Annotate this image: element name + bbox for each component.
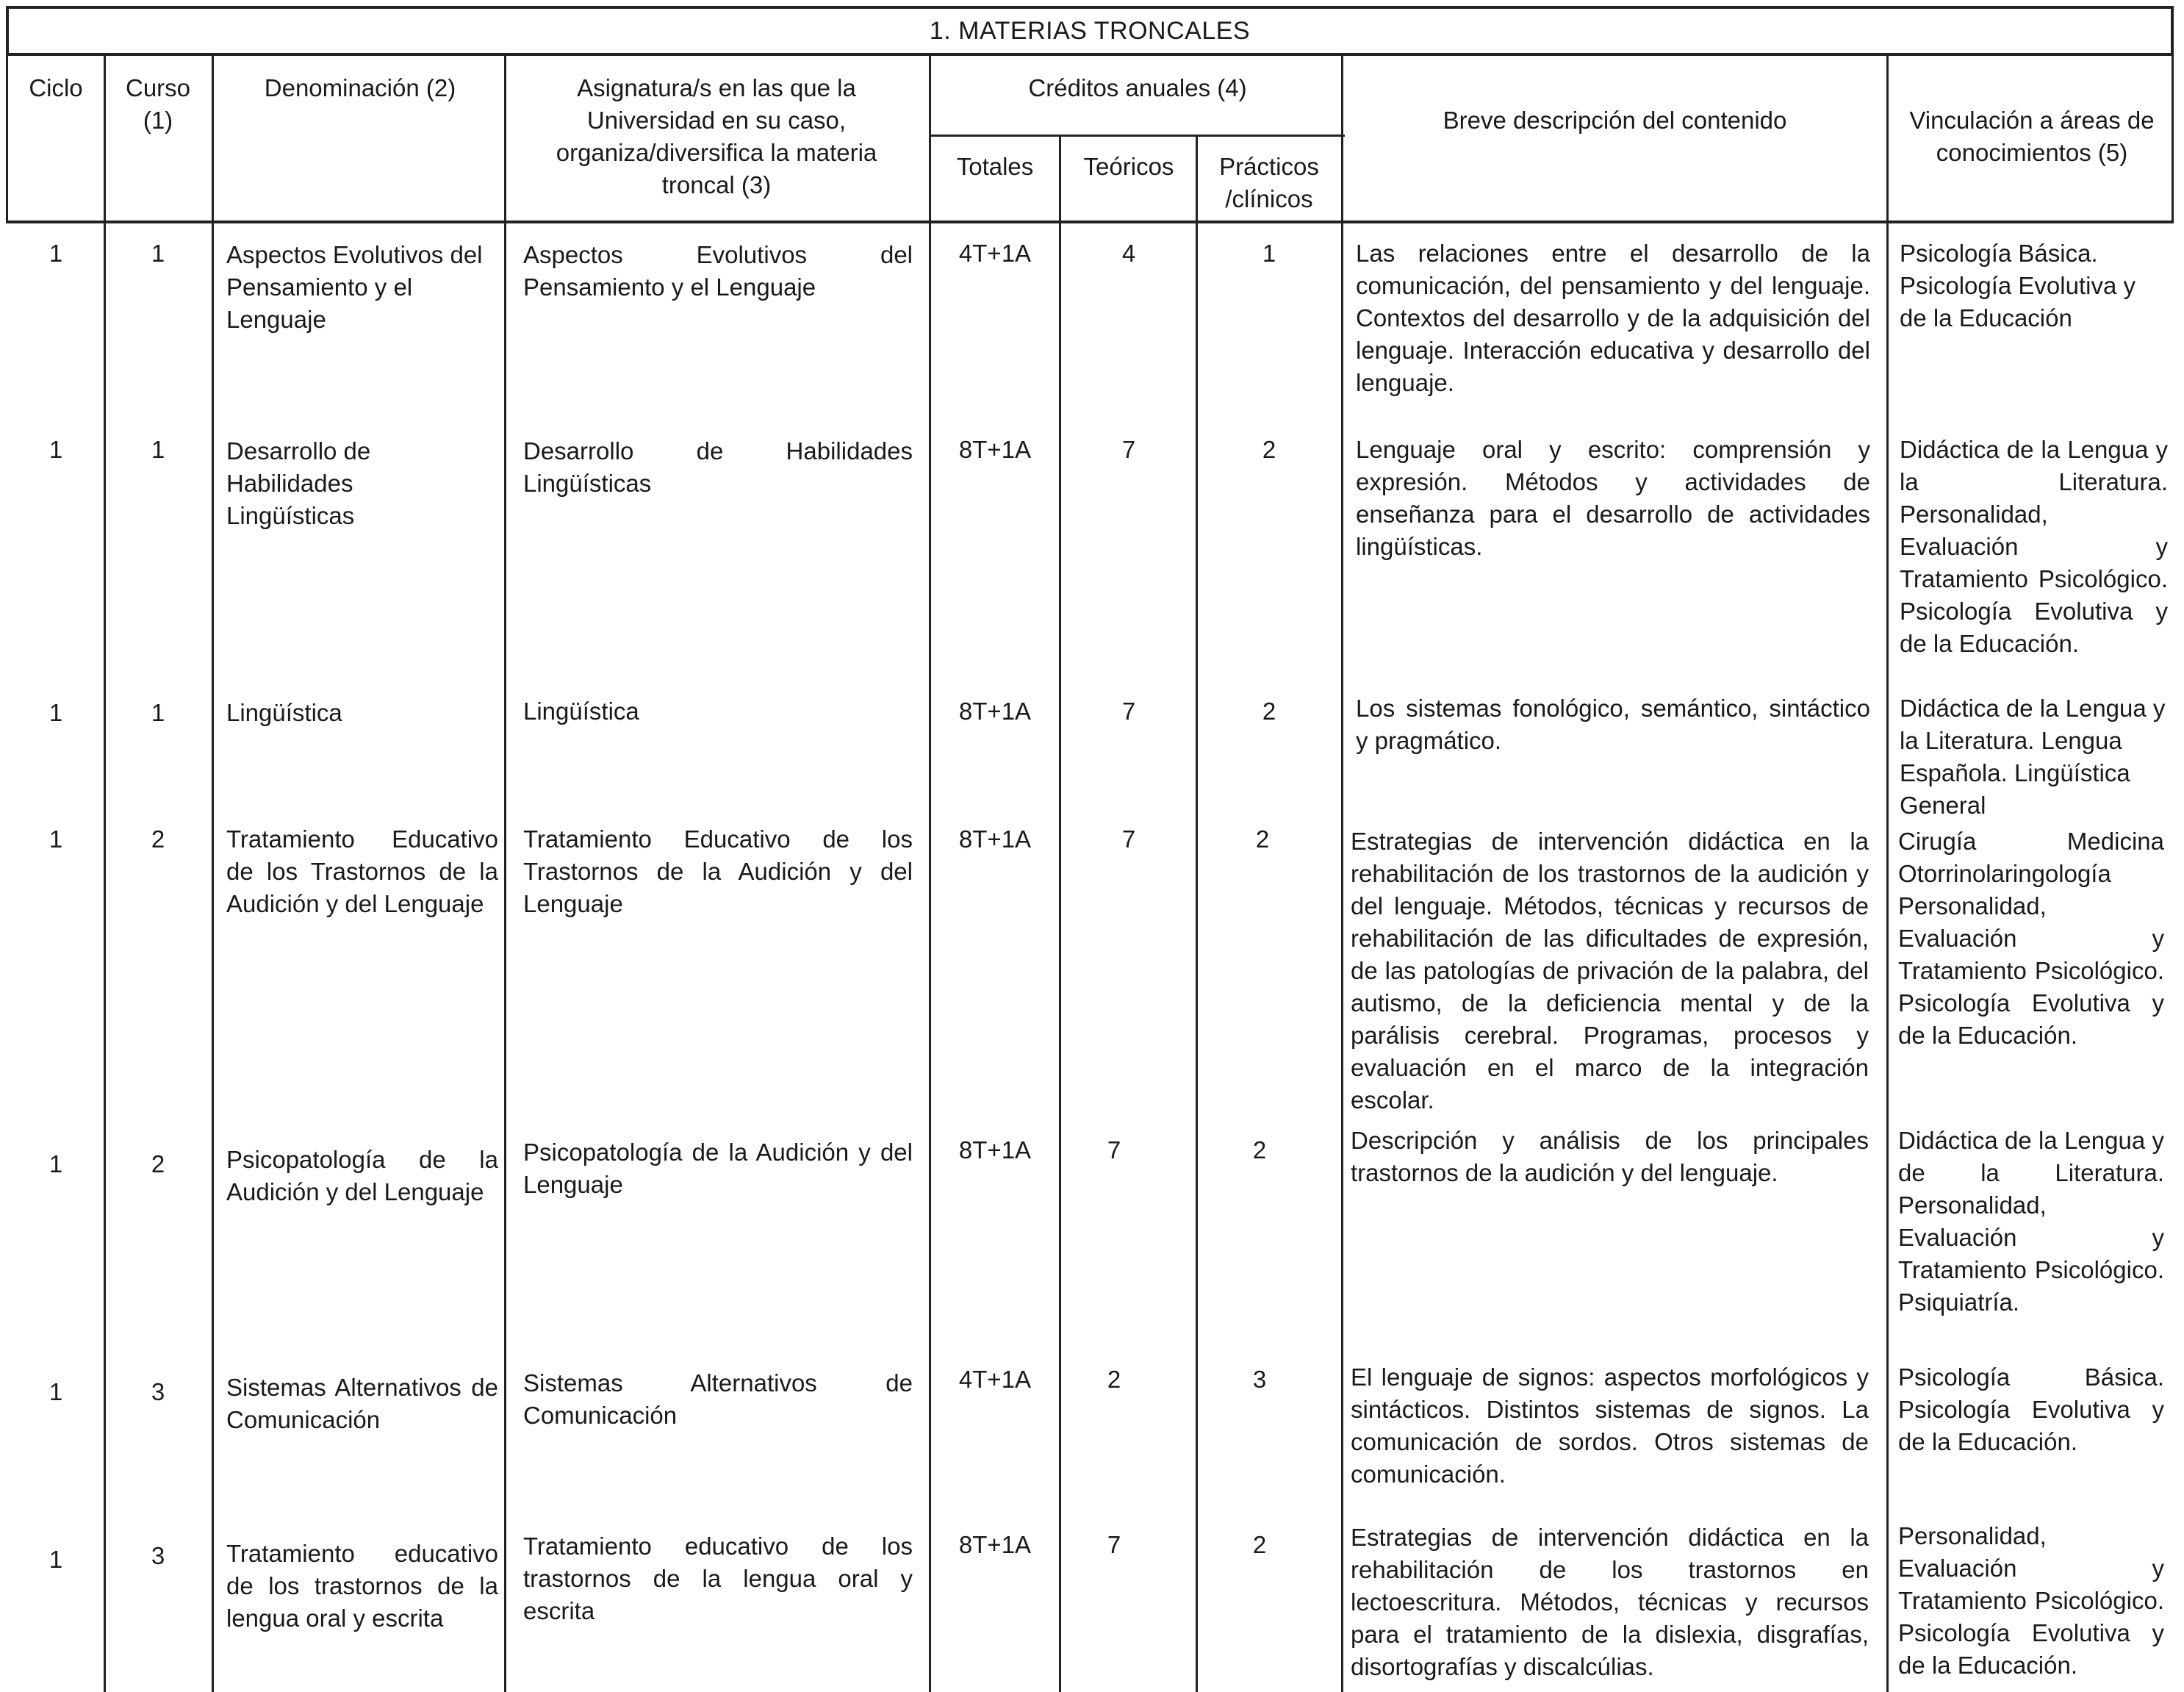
row-4-teoricos: 7 bbox=[1121, 825, 1136, 853]
row-2-descripcion: Lenguaje oral y escrito: comprensión y expresión. Métodos y actividades de enseñanza para el desarrollo de actividades lingüísticas. bbox=[1356, 436, 1870, 560]
col-sep-3 bbox=[504, 56, 506, 1692]
row-5-ciclo: 1 bbox=[49, 1150, 63, 1177]
col-sep-4 bbox=[929, 56, 931, 1692]
row-6-descripcion: El lenguaje de signos: aspectos morfológicos y sintácticos. Distintos sistemas de signos. La comunicación de sordos. Otros sistemas de comunicación. bbox=[1351, 1363, 1869, 1488]
row-5-vinculacion: Didáctica de la Lengua y de la Literatura. Personalidad, Evaluación y Tratamiento Psicológico. Psiquiatría. bbox=[1898, 1127, 2164, 1316]
row-5-teoricos: 7 bbox=[1107, 1136, 1121, 1164]
row-7-ciclo: 1 bbox=[49, 1546, 63, 1573]
row-1-descripcion: Las relaciones entre el desarrollo de la comunicación, del pensamiento y del lenguaje. Contextos del desarrollo y de la adquisición del lenguaje. Interacción educativa y desarrollo del lenguaje. bbox=[1356, 240, 1870, 396]
row-2-curso: 1 bbox=[151, 436, 165, 463]
row-6-practicos: 3 bbox=[1252, 1366, 1267, 1393]
creditos-sub-rule bbox=[930, 135, 1345, 137]
row-2-ciclo: 1 bbox=[49, 436, 63, 463]
row-4-practicos: 2 bbox=[1255, 825, 1270, 853]
row-2-vinculacion: Didáctica de la Lengua y la Literatura. Personalidad, Evaluación y Tratamiento Psicológico. Psicología Evolutiva y de la Educación. bbox=[1900, 436, 2168, 657]
row-7-asignatura: Tratamiento educativo de los trastornos de la lengua oral y escrita bbox=[523, 1533, 913, 1624]
row-5-denominacion: Psicopatología de la Audición y del Lenguaje bbox=[226, 1146, 498, 1205]
row-1-teoricos: 4 bbox=[1121, 240, 1136, 267]
header-creditos: Créditos anuales (4) bbox=[1028, 74, 1247, 101]
header-curso: Curso (1) bbox=[125, 74, 191, 134]
row-3-totales: 8T+1A bbox=[958, 698, 1032, 725]
row-4-denominacion: Tratamiento Educativo de los Trastornos de la Audición y del Lenguaje bbox=[226, 825, 498, 917]
row-5-asignatura: Psicopatología de la Audición y del Lenguaje bbox=[523, 1139, 913, 1198]
row-6-curso: 3 bbox=[151, 1378, 165, 1405]
header-vinculacion: Vinculación a áreas de conocimientos (5) bbox=[1909, 107, 2155, 166]
row-6-ciclo: 1 bbox=[49, 1378, 63, 1405]
col-sep-7 bbox=[1341, 56, 1343, 1692]
col-sep-6 bbox=[1196, 135, 1198, 1692]
row-1-ciclo: 1 bbox=[49, 240, 63, 267]
header-teoricos: Teóricos bbox=[1083, 153, 1174, 180]
row-2-teoricos: 7 bbox=[1121, 436, 1136, 463]
row-6-asignatura: Sistemas Alternativos de Comunicación bbox=[523, 1369, 913, 1429]
row-1-denominacion: Aspectos Evolutivos del Pensamiento y el Lenguaje bbox=[226, 241, 483, 333]
row-2-practicos: 2 bbox=[1262, 436, 1276, 463]
row-7-denominacion: Tratamiento educativo de los trastornos de la lengua oral y escrita bbox=[226, 1540, 498, 1632]
row-7-practicos: 2 bbox=[1252, 1531, 1267, 1558]
row-6-denominacion: Sistemas Alternativos de Comunicación bbox=[226, 1374, 498, 1433]
row-2-totales: 8T+1A bbox=[958, 436, 1032, 463]
row-4-curso: 2 bbox=[151, 825, 165, 853]
row-3-practicos: 2 bbox=[1262, 698, 1276, 725]
header-practicos: Prácticos /clínicos bbox=[1219, 153, 1319, 212]
col-sep-5 bbox=[1059, 135, 1061, 1692]
row-3-teoricos: 7 bbox=[1121, 698, 1136, 725]
header-denominacion: Denominación (2) bbox=[264, 74, 456, 101]
table-border-right bbox=[2172, 56, 2174, 222]
row-4-asignatura: Tratamiento Educativo de los Trastornos de la Audición y del Lenguaje bbox=[523, 825, 913, 917]
row-5-curso: 2 bbox=[151, 1150, 165, 1177]
row-7-curso: 3 bbox=[151, 1542, 165, 1569]
row-3-denominacion: Lingüística bbox=[226, 699, 342, 726]
row-3-vinculacion: Didáctica de la Lengua y la Literatura. Lengua Española. Lingüística General bbox=[1900, 695, 2166, 819]
row-1-curso: 1 bbox=[151, 240, 165, 267]
header-bottom-rule bbox=[6, 221, 2174, 223]
row-7-vinculacion: Personalidad, Evaluación y Tratamiento Psicológico. Psicología Evolutiva y de la Educación. bbox=[1898, 1522, 2164, 1679]
row-3-curso: 1 bbox=[151, 699, 165, 726]
row-3-descripcion: Los sistemas fonológico, semántico, sintáctico y pragmático. bbox=[1356, 695, 1870, 754]
row-4-ciclo: 1 bbox=[49, 825, 63, 853]
row-1-totales: 4T+1A bbox=[958, 240, 1032, 267]
row-6-teoricos: 2 bbox=[1107, 1366, 1121, 1393]
row-6-vinculacion: Psicología Básica. Psicología Evolutiva y de la Educación. bbox=[1898, 1363, 2164, 1455]
col-sep-8 bbox=[1886, 56, 1889, 1692]
row-2-denominacion: Desarrollo de Habilidades Lingüísticas bbox=[226, 437, 371, 529]
row-7-descripcion: Estrategias de intervención didáctica en la rehabilitación de los trastornos en lectoescritura. Métodos, técnicas y recursos para el tratamiento de la dislexia, disgrafías, disortografías y discalcúlias. bbox=[1351, 1524, 1869, 1680]
header-descripcion: Breve descripción del contenido bbox=[1443, 107, 1787, 134]
row-3-asignatura: Lingüística bbox=[523, 698, 639, 725]
table-title: 1. MATERIAS TRONCALES bbox=[6, 6, 2174, 56]
header-totales: Totales bbox=[956, 153, 1034, 180]
row-1-asignatura: Aspectos Evolutivos del Pensamiento y el Lenguaje bbox=[523, 241, 913, 301]
row-3-ciclo: 1 bbox=[49, 699, 63, 726]
row-5-practicos: 2 bbox=[1252, 1136, 1267, 1164]
header-asignatura: Asignatura/s en las que la Universidad en su caso, organiza/diversifica la materia troncal (3) bbox=[556, 74, 877, 198]
row-2-asignatura: Desarrollo de Habilidades Lingüísticas bbox=[523, 437, 913, 497]
row-4-vinculacion: Cirugía Medicina Otorrinolaringología Personalidad, Evaluación y Tratamiento Psicológico. Psicología Evolutiva y de la Educación. bbox=[1898, 828, 2164, 1049]
col-sep-2 bbox=[212, 56, 214, 1692]
col-sep-1 bbox=[104, 56, 106, 1692]
row-6-totales: 4T+1A bbox=[958, 1366, 1032, 1393]
header-ciclo: Ciclo bbox=[29, 74, 83, 101]
row-4-descripcion: Estrategias de intervención didáctica en la rehabilitación de los trastornos de la audición y del lenguaje. Métodos, técnicas y recursos de rehabilitación de las dificultades de expresión, de las patologías de privación de la palabra, del autismo, de la deficiencia mental y de la parálisis cerebral. Programas, procesos y evaluación en el marco de la integración escolar. bbox=[1351, 828, 1869, 1114]
row-5-totales: 8T+1A bbox=[958, 1136, 1032, 1164]
row-5-descripcion: Descripción y análisis de los principales trastornos de la audición y del lenguaje. bbox=[1351, 1127, 1869, 1186]
row-4-totales: 8T+1A bbox=[958, 825, 1032, 853]
row-1-vinculacion: Psicología Básica. Psicología Evolutiva y de la Educación bbox=[1900, 240, 2135, 331]
table-border-left bbox=[6, 56, 8, 222]
row-7-totales: 8T+1A bbox=[958, 1531, 1032, 1558]
row-1-practicos: 1 bbox=[1262, 240, 1276, 267]
row-7-teoricos: 7 bbox=[1107, 1531, 1121, 1558]
